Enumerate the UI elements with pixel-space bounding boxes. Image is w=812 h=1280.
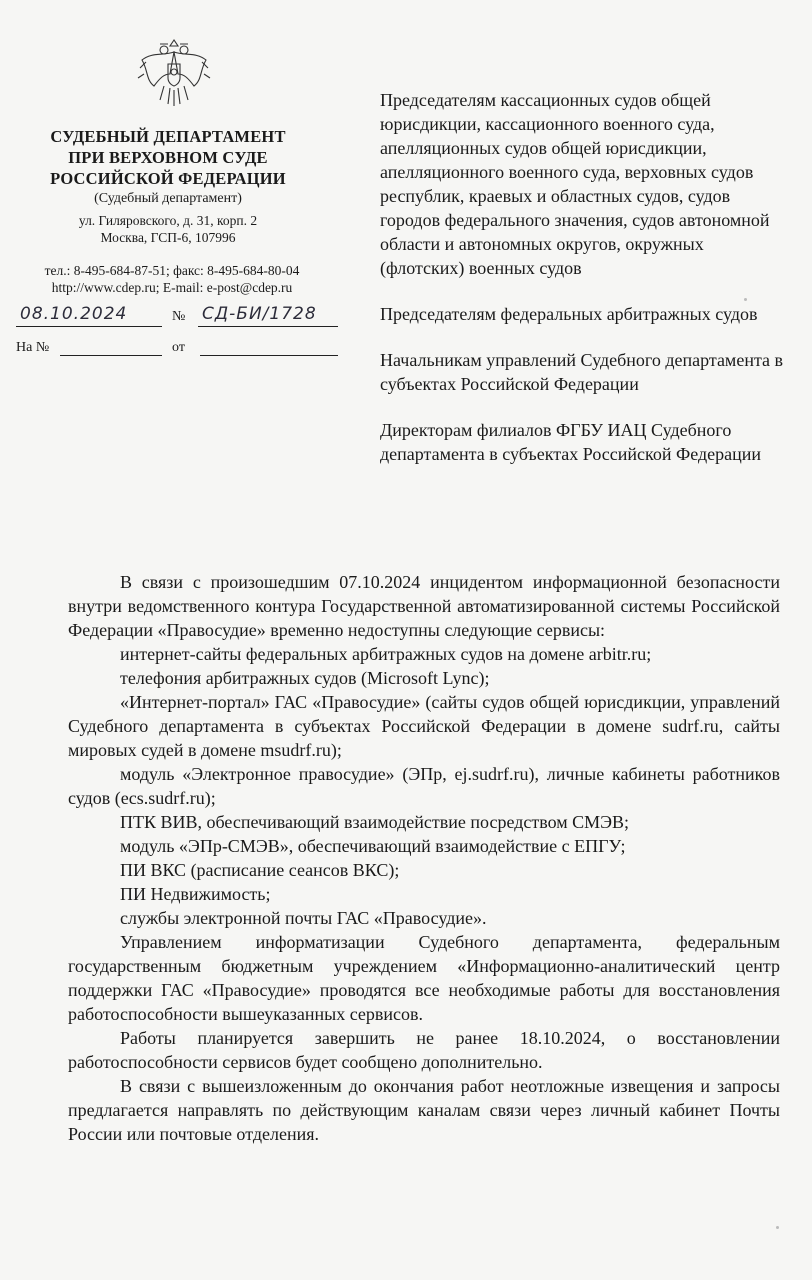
service-item-9: службы электронной почты ГАС «Правосудие». — [120, 908, 487, 928]
reference-date-label: от — [172, 340, 185, 355]
body-paragraph-2: Управлением информатизации Судебного департамента, федеральным государственным бюджетным учреждением «Информационно-аналитический центр поддержки ГАС «Правосудие» проводятся все необходимые работы для восстановления работоспособности вышеуказанных сервисов. — [68, 932, 780, 1024]
contact-web-line: http://www.cdep.ru; E-mail: e-post@cdep.ru — [51, 280, 293, 295]
body-paragraph-3: Работы планируется завершить не ранее 18.10.2024, о восстановлении работоспособности сервисов будет сообщено дополнительно. — [68, 1028, 780, 1072]
reference-number-label: На № — [16, 340, 50, 355]
date-underline — [16, 326, 162, 327]
address-line-2: Москва, ГСП-6, 107996 — [100, 230, 236, 245]
letter-body — [68, 570, 780, 1146]
org-short-name: (Судебный департамент) — [94, 191, 242, 206]
addressee-2: Председателям федеральных арбитражных судов — [380, 304, 758, 324]
reference-date-line — [200, 355, 338, 356]
number-label: № — [172, 309, 186, 324]
service-item-1: интернет-сайты федеральных арбитражных судов на домене arbitr.ru; — [120, 644, 652, 664]
org-line-1: СУДЕБНЫЙ ДЕПАРТАМЕНТ — [50, 127, 286, 146]
organization-name — [14, 126, 322, 208]
service-item-6: модуль «ЭПр-СМЭВ», обеспечивающий взаимодействие с ЕПГУ; — [120, 836, 626, 856]
body-intro: В связи с произошедшим 07.10.2024 инцидентом информационной безопасности внутри ведомственного контура Государственной автоматизированной системы Российской Федерации «Правосудие» временно недоступны следующие сервисы: — [68, 572, 780, 640]
service-item-4: модуль «Электронное правосудие» (ЭПр, ej.sudrf.ru), личные кабинеты работников судов (ecs.sudrf.ru); — [68, 764, 780, 808]
contact-phone-line: тел.: 8-495-684-87-51; факс: 8-495-684-80-04 — [44, 263, 300, 278]
service-item-8: ПИ Недвижимость; — [120, 884, 271, 904]
scan-speck — [776, 1226, 779, 1229]
service-item-7: ПИ ВКС (расписание сеансов ВКС); — [120, 860, 400, 880]
service-item-3: «Интернет-портал» ГАС «Правосудие» (сайты судов общей юрисдикции, управлений Судебного департамента в субъектах Российской Федерации в домене sudrf.ru, сайты мировых судей в домене msudrf.ru); — [68, 692, 780, 760]
org-address — [20, 212, 316, 246]
address-line-1: ул. Гиляровского, д. 31, корп. 2 — [78, 213, 258, 228]
outgoing-number: СД-БИ/1728 — [202, 304, 317, 324]
reference-number-line — [60, 355, 162, 356]
number-underline — [198, 326, 338, 327]
outgoing-date: 08.10.2024 — [20, 304, 128, 324]
body-paragraph-4: В связи с вышеизложенным до окончания работ неотложные извещения и запросы предлагается направлять по действующим каналам связи через личный кабинет Почты России или почтовые отделения. — [68, 1076, 780, 1144]
registration-block — [16, 306, 346, 358]
service-item-5: ПТК ВИВ, обеспечивающий взаимодействие посредством СМЭВ; — [120, 812, 630, 832]
org-line-3: РОССИЙСКОЙ ФЕДЕРАЦИИ — [50, 169, 286, 188]
addressees-block — [380, 88, 790, 488]
coat-of-arms-emblem — [134, 30, 214, 114]
service-item-2: телефония арбитражных судов (Microsoft Lync); — [120, 668, 490, 688]
addressee-1: Председателям кассационных судов общей юрисдикции, кассационного военного суда, апелляционных судов общей юрисдикции, апелляционного военного суда, верховных судов республик, краевых и областных судов, судов городов федерального значения, судов автономной области и автономных округов, окружных (флотских) военных судов — [380, 90, 770, 278]
scan-speck — [744, 298, 747, 301]
org-contacts — [14, 262, 330, 296]
addressee-3: Начальникам управлений Судебного департамента в субъектах Российской Федерации — [380, 350, 784, 394]
org-line-2: ПРИ ВЕРХОВНОМ СУДЕ — [68, 148, 268, 167]
addressee-4: Директорам филиалов ФГБУ ИАЦ Судебного департамента в субъектах Российской Федерации — [380, 420, 762, 464]
